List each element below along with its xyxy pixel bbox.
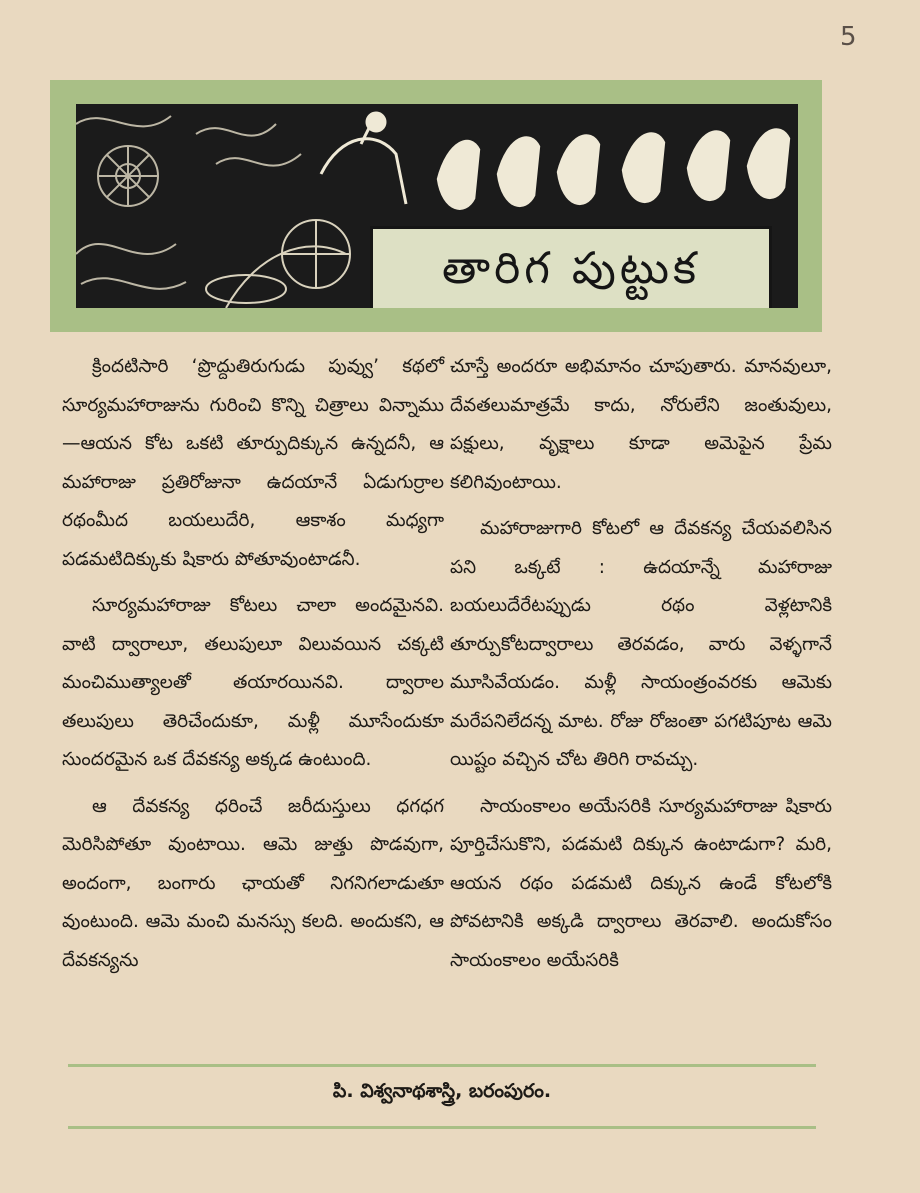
paragraph: సాయంకాలం అయేసరికి సూర్యమహారాజు షికారు పూర్తిచేసుకొని, పడమటి దిక్కున ఉంటాడుగా? మరి, ఆయన రథం పడమటి దిక్కున ఉండే కోటలోకి పోవటానికి అక్కడి ద్వారాలు తెరవాలి. అందుకోసం సాయంకాలం అయేసరికి	[450, 795, 832, 971]
banner-title: తారిగ పుట్టుక	[370, 226, 772, 308]
bottom-divider	[68, 1126, 816, 1129]
paragraph: సూర్యమహారాజు కోటలు చాలా అందమైనవి. వాటి ద్వారాలూ, తలుపులూ విలువయిన చక్కటి మంచిముత్యాలతో తయారయినవి. ద్వారాల తలుపులు తెరిచేందుకూ, మళ్లీ మూసేందుకూ సుందరమైన ఒక దేవకన్య అక్కడ ఉంటుంది.	[62, 595, 444, 770]
article-body	[62, 348, 832, 1040]
right-column	[450, 348, 832, 1040]
paragraph: ఆ దేవకన్య ధరించే జరీదుస్తులు ధగధగ మెరిసిపోతూ వుంటాయి. ఆమె జుత్తు పొడవుగా, అందంగా, బంగారు ఛాయతో నిగనిగలాడుతూ వుంటుంది. ఆమె మంచి మనస్సు కలది. అందుకని, ఆ దేవకన్యను	[62, 795, 444, 971]
author-byline: పి. విశ్వనాథశాస్త్రి, బరంపురం.	[332, 1080, 552, 1102]
paragraph: మహారాజుగారి కోటలో ఆ దేవకన్య చేయవలిసిన పని ఒక్కటే : ఉదయాన్నే మహారాజు బయలుదేరేటప్పుడు రథం వెళ్లటానికి తూర్పుకోటద్వారాలు తెరవడం, వారు వెళ్ళగానే మూసివేయడం. మళ్లీ సాయంత్రంవరకు ఆమెకు మరేపనిలేదన్న మాట. రోజు రోజంతా పగటిపూట ఆమె యిష్టం వచ్చిన చోట తిరిగి రావచ్చు.	[450, 518, 832, 770]
page-number: 5	[840, 22, 857, 52]
top-divider	[68, 1064, 816, 1067]
left-column	[62, 348, 444, 1040]
sun-chariot-illustration	[76, 104, 798, 308]
paragraph: క్రిందటిసారి ‘ప్రొద్దుతిరుగుడు పువ్వు’ కథలో సూర్యమహారాజును గురించి కొన్ని చిత్రాలు విన్నాము—ఆయన కోట ఒకటి తూర్పుదిక్కున ఉన్నదనీ, ఆ మహారాజు ప్రతిరోజునా ఉదయానే ఏడుగుర్రాల రథంమీద బయలుదేరి, ఆకాశం మధ్యగా పడమటిదిక్కుకు షికారు పోతూవుంటాడనీ.	[62, 356, 444, 570]
title-banner	[50, 80, 822, 332]
paragraph: చూస్తే అందరూ అభిమానం చూపుతారు. మానవులూ, దేవతలుమాత్రమే కాదు, నోరులేని జంతువులు, పక్షులు, వృక్షాలు కూడా అమెపైన ప్రేమ కలిగివుంటాయి.	[450, 356, 832, 493]
